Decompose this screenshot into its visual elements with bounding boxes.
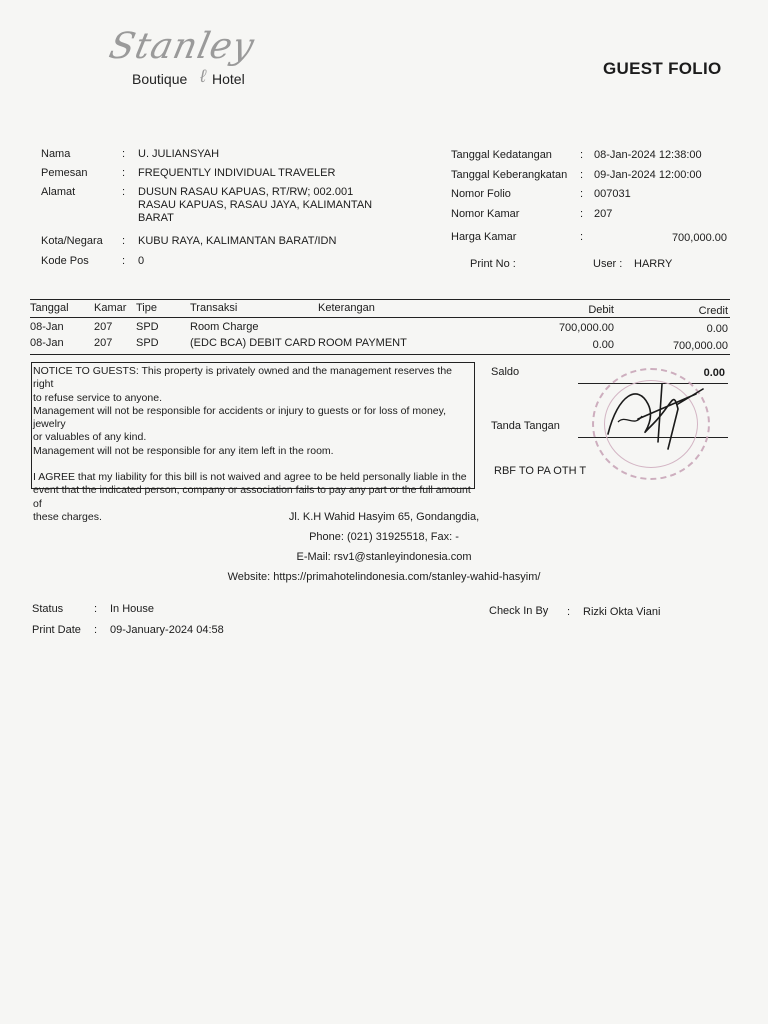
colon: : [122,255,126,267]
footer-website: Website: https://primahotelindonesia.com/stanley-wahid-hasyim/ [227,571,541,583]
notice-line: Management will not be responsible for any item left in the room. [33,444,334,457]
folio-label: Nomor Folio [451,188,511,200]
row-kamar: 207 [94,321,113,333]
row-tanggal: 08-Jan [30,321,64,333]
page-title: GUEST FOLIO [603,59,722,78]
table-top-rule [30,299,730,300]
keberangkatan-value: 09-Jan-2024 12:00:00 [594,169,702,181]
saldo-label: Saldo [491,366,520,378]
hotel-logo-script: Stanley [105,26,259,67]
kedatangan-label: Tanggal Kedatangan [451,149,552,161]
footer-email: E-Mail: rsv1@stanleyindonesia.com [296,551,472,563]
nama-label: Nama [41,148,71,160]
row-keterangan: ROOM PAYMENT [318,337,407,349]
print-date-label: Print Date [32,624,81,636]
colon: : [580,149,584,161]
alamat-line-1: DUSUN RASAU KAPUAS, RT/RW; 002.001 [138,186,354,198]
col-transaksi: Transaksi [190,302,238,314]
col-credit: Credit [698,305,728,317]
print-no-label: Print No : [470,258,516,270]
row-debit: 700,000.00 [558,322,614,334]
notice-line: Management will not be responsible for accidents or injury to guests or for loss of money, jewelry [33,404,447,431]
row-tipe: SPD [136,337,159,349]
kota-value: KUBU RAYA, KALIMANTAN BARAT/IDN [138,235,337,247]
alamat-label: Alamat [41,186,76,198]
kamar-value: 207 [594,208,613,220]
kedatangan-value: 08-Jan-2024 12:38:00 [594,149,702,161]
colon: : [122,186,126,198]
colon: : [122,235,126,247]
harga-value: 700,000.00 [671,232,727,244]
notice-line: these charges. [33,510,102,523]
colon: : [580,188,584,200]
signature-icon [578,364,718,464]
pemesan-value: FREQUENTLY INDIVIDUAL TRAVELER [138,167,336,179]
check-in-label: Check In By [489,605,549,617]
user-label: User : [593,258,623,270]
colon: : [580,208,584,220]
table-bottom-rule [30,354,730,355]
row-tanggal: 08-Jan [30,337,64,349]
notice-line: to refuse service to anyone. [33,391,162,404]
footer-phone: Phone: (021) 31925518, Fax: - [309,531,459,543]
tanda-tangan-label: Tanda Tangan [491,420,560,432]
harga-label: Harga Kamar [451,231,517,243]
keberangkatan-label: Tanggal Keberangkatan [451,169,568,181]
colon: : [580,169,584,181]
row-credit: 700,000.00 [672,340,728,352]
row-transaksi: (EDC BCA) DEBIT CARD [190,337,316,349]
notice-line: I AGREE that my liability for this bill is not waived and agree to be held personally liable in the [33,471,467,484]
rbf-text: RBF TO PA OTH T [494,465,587,477]
col-keterangan: Keterangan [318,302,375,314]
check-in-value: Rizki Okta Viani [583,606,661,618]
user-value: HARRY [634,258,673,270]
kota-label: Kota/Negara [41,235,103,247]
col-kamar: Kamar [94,302,127,314]
notice-line: or valuables of any kind. [33,431,147,444]
kodepos-label: Kode Pos [41,255,89,267]
colon: : [122,167,126,179]
folio-value: 007031 [594,188,631,200]
row-kamar: 207 [94,337,113,349]
row-credit: 0.00 [706,323,728,335]
kamar-label: Nomor Kamar [451,208,520,220]
alamat-line-2: RASAU KAPUAS, RASAU JAYA, KALIMANTAN [138,199,373,211]
table-header-rule [30,317,730,318]
colon: : [94,603,98,615]
pemesan-label: Pemesan [41,167,88,179]
colon: : [567,606,571,618]
saldo-value: 0.00 [703,367,725,379]
col-tanggal: Tanggal [30,302,69,314]
hotel-logo-sub-left: Boutique [132,71,188,87]
nama-value: U. JULIANSYAH [138,148,220,160]
col-debit: Debit [588,304,614,316]
kodepos-value: 0 [138,255,145,267]
alamat-line-3: BARAT [138,212,174,224]
status-label: Status [32,603,64,615]
row-tipe: SPD [136,321,159,333]
notice-line: NOTICE TO GUESTS: This property is privately owned and the management reserves the right [33,365,453,391]
row-debit: 0.00 [592,339,614,351]
hotel-logo-sub-right: Hotel [212,71,245,87]
colon: : [94,624,98,636]
footer-address: Jl. K.H Wahid Hasyim 65, Gondangdia, [288,511,480,523]
col-tipe: Tipe [136,302,157,314]
row-transaksi: Room Charge [190,321,259,333]
print-date-value: 09-January-2024 04:58 [110,624,224,636]
logo-swirl-icon: ℓ [200,66,206,86]
colon: : [580,231,584,243]
notice-text [33,365,473,524]
notice-line: event that the indicated person, company or association fails to pay any part or the full amount of [33,484,471,510]
status-value: In House [110,603,155,615]
colon: : [122,148,126,160]
